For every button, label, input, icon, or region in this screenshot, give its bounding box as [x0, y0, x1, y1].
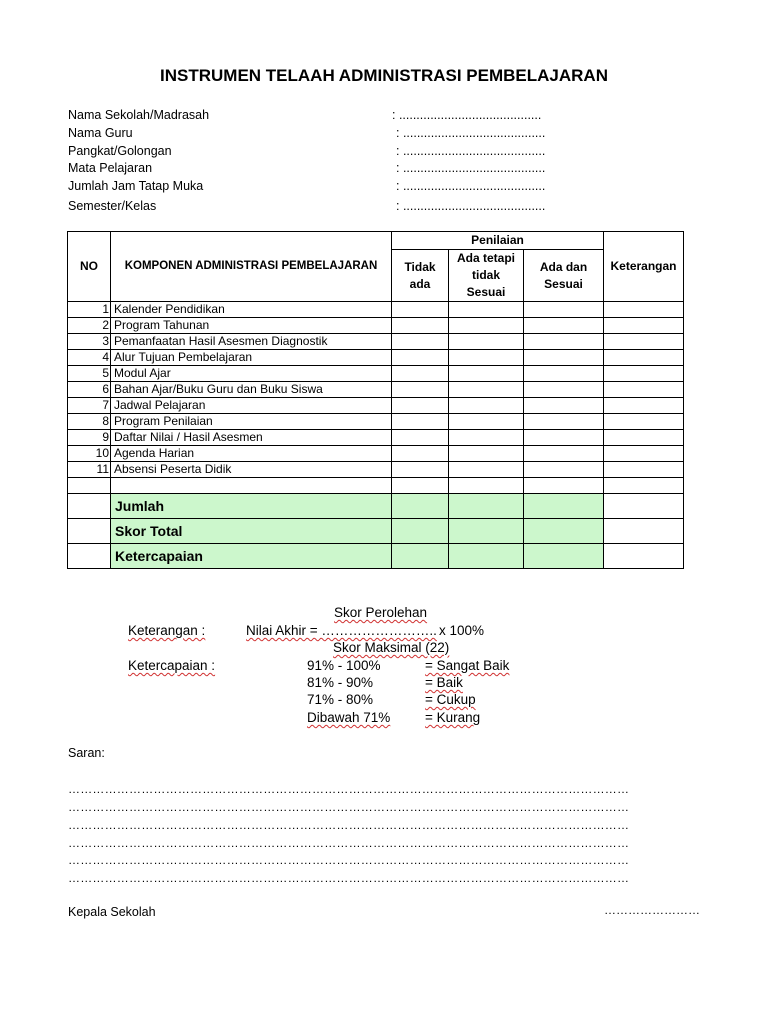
range-value: 71% - 80% [307, 692, 374, 707]
summary-cell[interactable] [604, 494, 684, 519]
summary-cell[interactable] [524, 494, 604, 519]
header-no: NO [68, 232, 111, 302]
cell-tidak-ada[interactable] [392, 302, 449, 318]
cell-ada-tidak-sesuai[interactable] [449, 334, 524, 350]
summary-label: Jumlah [111, 494, 392, 519]
row-item: Program Tahunan [111, 318, 392, 334]
table-row [68, 302, 684, 318]
saran-line[interactable]: ………………………………………………………………………………………………………………………… [68, 800, 630, 814]
cell-ada-sesuai[interactable] [524, 446, 604, 462]
identity-value: : ......................................... [396, 161, 546, 175]
cell-tidak-ada[interactable] [392, 382, 449, 398]
summary-row-jumlah [68, 494, 684, 519]
cell-keterangan[interactable] [604, 382, 684, 398]
row-number: 11 [68, 462, 111, 478]
saran-line[interactable]: ………………………………………………………………………………………………………………………… [68, 782, 630, 796]
cell-ada-sesuai[interactable] [524, 398, 604, 414]
formula-numerator: Skor Perolehan [334, 605, 428, 620]
summary-cell[interactable] [604, 519, 684, 544]
table-row [68, 414, 684, 430]
header-ada-sesuai: Ada dan Sesuai [524, 250, 604, 302]
summary-cell[interactable] [392, 494, 449, 519]
header-keterangan: Keterangan [604, 232, 684, 302]
table-row [68, 350, 684, 366]
summary-cell[interactable] [392, 544, 449, 569]
cell-ada-tidak-sesuai[interactable] [449, 430, 524, 446]
cell-tidak-ada[interactable] [392, 446, 449, 462]
row-number: 10 [68, 446, 111, 462]
cell-ada-sesuai[interactable] [524, 462, 604, 478]
row-number: 3 [68, 334, 111, 350]
summary-cell[interactable] [449, 544, 524, 569]
saran-line[interactable]: ………………………………………………………………………………………………………………………… [68, 836, 630, 850]
row-item: Jadwal Pelajaran [111, 398, 392, 414]
row-item: Absensi Peserta Didik [111, 462, 392, 478]
cell-keterangan[interactable] [604, 318, 684, 334]
summary-row-skor-total [68, 519, 684, 544]
cell-keterangan[interactable] [604, 302, 684, 318]
summary-cell[interactable] [392, 519, 449, 544]
identity-value: : ......................................... [396, 144, 546, 158]
cell-ada-sesuai[interactable] [524, 430, 604, 446]
kepala-sekolah-signature-line[interactable]: …………………… [604, 903, 700, 917]
cell-tidak-ada[interactable] [392, 430, 449, 446]
row-item: Kalender Pendidikan [111, 302, 392, 318]
summary-label: Skor Total [111, 519, 392, 544]
cell-ada-tidak-sesuai[interactable] [449, 350, 524, 366]
header-ada-tidak-sesuai: Ada tetapi tidak Sesuai [449, 250, 524, 302]
summary-cell[interactable] [604, 544, 684, 569]
saran-line[interactable]: ………………………………………………………………………………………………………………………… [68, 853, 630, 867]
cell-ada-tidak-sesuai[interactable] [449, 462, 524, 478]
cell-ada-tidak-sesuai[interactable] [449, 318, 524, 334]
cell-ada-tidak-sesuai[interactable] [449, 398, 524, 414]
table-row [68, 462, 684, 478]
summary-cell[interactable] [449, 519, 524, 544]
summary-cell[interactable] [449, 494, 524, 519]
range-result: = Cukup [425, 692, 476, 707]
cell-keterangan[interactable] [604, 414, 684, 430]
cell-ada-tidak-sesuai[interactable] [449, 446, 524, 462]
saran-label: Saran: [68, 746, 105, 760]
table-row [68, 430, 684, 446]
row-item: Agenda Harian [111, 446, 392, 462]
row-number: 7 [68, 398, 111, 414]
formula-multiplier: x 100% [439, 623, 485, 638]
cell-ada-sesuai[interactable] [524, 366, 604, 382]
cell-tidak-ada[interactable] [392, 350, 449, 366]
cell-keterangan[interactable] [604, 430, 684, 446]
table-row [68, 366, 684, 382]
identity-label: Nama Guru [68, 126, 133, 140]
row-number: 9 [68, 430, 111, 446]
identity-label: Nama Sekolah/Madrasah [68, 108, 210, 122]
row-number: 2 [68, 318, 111, 334]
summary-cell[interactable] [524, 519, 604, 544]
keterangan-label: Keterangan : [128, 623, 206, 638]
cell-ada-sesuai[interactable] [524, 318, 604, 334]
range-value: Dibawah 71% [307, 710, 391, 725]
summary-label: Ketercapaian [111, 544, 392, 569]
row-item: Program Penilaian [111, 414, 392, 430]
cell-keterangan[interactable] [604, 334, 684, 350]
cell-tidak-ada[interactable] [392, 414, 449, 430]
identity-value: : ......................................... [396, 126, 546, 140]
cell-keterangan[interactable] [604, 446, 684, 462]
identity-label: Semester/Kelas [68, 199, 157, 213]
cell-ada-tidak-sesuai[interactable] [449, 382, 524, 398]
row-item: Bahan Ajar/Buku Guru dan Buku Siswa [111, 382, 392, 398]
row-number: 5 [68, 366, 111, 382]
table-row [68, 318, 684, 334]
cell-ada-tidak-sesuai[interactable] [449, 302, 524, 318]
table-row [68, 398, 684, 414]
cell-keterangan[interactable] [604, 398, 684, 414]
range-value: 91% - 100% [307, 658, 381, 673]
summary-cell[interactable] [524, 544, 604, 569]
range-result: = Kurang [425, 710, 481, 725]
header-komponen: KOMPONEN ADMINISTRASI PEMBELAJARAN [111, 232, 392, 302]
identity-label: Mata Pelajaran [68, 161, 153, 175]
assessment-table [67, 231, 684, 569]
ketercapaian-label: Ketercapaian : [128, 658, 216, 673]
header-tidak-ada: Tidak ada [392, 250, 449, 302]
row-number: 1 [68, 302, 111, 318]
row-item: Daftar Nilai / Hasil Asesmen [111, 430, 392, 446]
header-penilaian: Penilaian [392, 232, 604, 250]
cell-keterangan[interactable] [604, 366, 684, 382]
row-item: Pemanfaatan Hasil Asesmen Diagnostik [111, 334, 392, 350]
summary-row-ketercapaian [68, 544, 684, 569]
table-row [68, 334, 684, 350]
table-row [68, 382, 684, 398]
document-title: INSTRUMEN TELAAH ADMINISTRASI PEMBELAJARAN [160, 66, 608, 85]
identity-value: : ......................................... [392, 108, 542, 122]
identity-value: : ......................................... [396, 179, 546, 193]
cell-ada-sesuai[interactable] [524, 414, 604, 430]
identity-label: Pangkat/Golongan [68, 144, 172, 158]
cell-ada-sesuai[interactable] [524, 350, 604, 366]
row-item: Alur Tujuan Pembelajaran [111, 350, 392, 366]
identity-value: : ......................................... [396, 199, 546, 213]
cell-keterangan[interactable] [604, 350, 684, 366]
cell-keterangan[interactable] [604, 462, 684, 478]
cell-tidak-ada[interactable] [392, 318, 449, 334]
kepala-sekolah-label: Kepala Sekolah [68, 905, 156, 919]
range-result: = Baik [425, 675, 463, 690]
row-number: 6 [68, 382, 111, 398]
cell-ada-tidak-sesuai[interactable] [449, 414, 524, 430]
cell-ada-sesuai[interactable] [524, 302, 604, 318]
cell-tidak-ada[interactable] [392, 462, 449, 478]
cell-ada-sesuai[interactable] [524, 382, 604, 398]
saran-line[interactable]: ………………………………………………………………………………………………………………………… [68, 818, 630, 832]
identity-label: Jumlah Jam Tatap Muka [68, 179, 204, 193]
table-row-empty [68, 478, 684, 494]
range-result: = Sangat Baik [425, 658, 510, 673]
row-number: 8 [68, 414, 111, 430]
cell-ada-tidak-sesuai[interactable] [449, 366, 524, 382]
row-item: Modul Ajar [111, 366, 392, 382]
row-number: 4 [68, 350, 111, 366]
formula-denominator: Skor Maksimal (22) [333, 640, 450, 655]
cell-tidak-ada[interactable] [392, 366, 449, 382]
cell-ada-sesuai[interactable] [524, 334, 604, 350]
nilai-akhir: Nilai Akhir = …………………….. [246, 623, 437, 638]
cell-tidak-ada[interactable] [392, 398, 449, 414]
table-row [68, 446, 684, 462]
cell-tidak-ada[interactable] [392, 334, 449, 350]
saran-line[interactable]: ………………………………………………………………………………………………………………………… [68, 871, 630, 885]
range-value: 81% - 90% [307, 675, 374, 690]
